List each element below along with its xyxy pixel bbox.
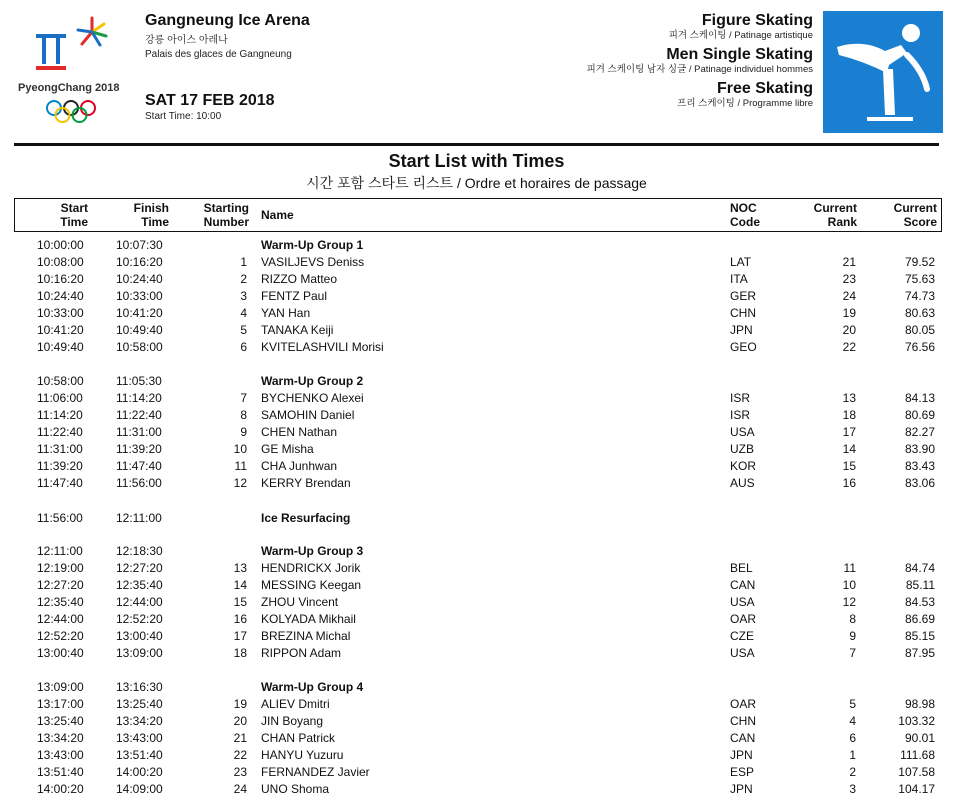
cell-name: Warm-Up Group 4 bbox=[261, 680, 364, 694]
cell-rank: 6 bbox=[849, 731, 856, 745]
col-current-score: Current Score bbox=[893, 201, 937, 229]
cell-start: 12:52:20 bbox=[37, 629, 84, 643]
cell-score: 103.32 bbox=[898, 714, 935, 728]
cell-start: 13:17:00 bbox=[37, 697, 84, 711]
cell-no: 21 bbox=[233, 731, 247, 745]
cell-start: 11:06:00 bbox=[37, 391, 83, 405]
cell-score: 85.15 bbox=[904, 629, 935, 643]
table-row bbox=[0, 441, 953, 458]
cell-score: 90.01 bbox=[904, 731, 935, 745]
cell-score: 84.13 bbox=[904, 391, 935, 405]
cell-score: 98.98 bbox=[904, 697, 935, 711]
cell-name: ALIEV Dmitri bbox=[261, 697, 330, 711]
cell-finish: 12:44:00 bbox=[116, 595, 163, 609]
group-row bbox=[0, 679, 953, 696]
cell-finish: 14:00:20 bbox=[116, 765, 163, 779]
col-name: Name bbox=[261, 208, 294, 222]
cell-name: CHAN Patrick bbox=[261, 731, 336, 745]
cell-start: 11:56:00 bbox=[37, 511, 83, 525]
cell-rank: 15 bbox=[842, 459, 856, 473]
cell-finish: 11:39:20 bbox=[116, 442, 162, 456]
cell-finish: 12:52:20 bbox=[116, 612, 163, 626]
cell-start: 11:39:20 bbox=[37, 459, 83, 473]
cell-start: 12:35:40 bbox=[37, 595, 84, 609]
cell-no: 3 bbox=[240, 289, 247, 303]
cell-start: 10:33:00 bbox=[37, 306, 84, 320]
cell-no: 2 bbox=[240, 272, 247, 286]
cell-rank: 2 bbox=[849, 765, 856, 779]
cell-no: 18 bbox=[233, 646, 247, 660]
cell-start: 13:25:40 bbox=[37, 714, 84, 728]
cell-finish: 13:34:20 bbox=[116, 714, 163, 728]
cell-score: 87.95 bbox=[904, 646, 935, 660]
cell-score: 86.69 bbox=[904, 612, 935, 626]
cell-start: 14:00:20 bbox=[37, 782, 84, 796]
venue-name-ko: 강릉 아이스 아레나 bbox=[145, 35, 228, 46]
cell-start: 10:49:40 bbox=[37, 340, 84, 354]
cell-no: 4 bbox=[240, 306, 247, 320]
segment-sub: 프리 스케이팅 / Programme libre bbox=[677, 98, 813, 109]
cell-noc: OAR bbox=[730, 697, 757, 711]
cell-noc: CAN bbox=[730, 731, 756, 745]
cell-noc: JPN bbox=[730, 782, 753, 796]
cell-noc: USA bbox=[730, 646, 755, 660]
cell-rank: 20 bbox=[842, 323, 856, 337]
cell-rank: 19 bbox=[842, 306, 856, 320]
cell-rank: 7 bbox=[849, 646, 856, 660]
cell-rank: 16 bbox=[842, 476, 856, 490]
cell-name: RIPPON Adam bbox=[261, 646, 342, 660]
cell-name: UNO Shoma bbox=[261, 782, 330, 796]
table-row bbox=[0, 730, 953, 747]
cell-score: 111.68 bbox=[900, 748, 935, 762]
cell-finish: 11:14:20 bbox=[116, 391, 162, 405]
event-sub: 피겨 스케이팅 남자 싱글 / Patinage individuel hommes bbox=[586, 64, 813, 75]
cell-no: 22 bbox=[233, 748, 247, 762]
cell-no: 20 bbox=[233, 714, 247, 728]
cell-start: 11:47:40 bbox=[37, 476, 83, 490]
table-row bbox=[0, 305, 953, 322]
cell-no: 8 bbox=[240, 408, 247, 422]
cell-rank: 10 bbox=[842, 578, 856, 592]
cell-finish: 14:09:00 bbox=[116, 782, 163, 796]
cell-rank: 13 bbox=[842, 391, 856, 405]
cell-no: 19 bbox=[233, 697, 247, 711]
cell-noc: LAT bbox=[730, 255, 752, 269]
cell-name: CHEN Nathan bbox=[261, 425, 338, 439]
cell-start: 10:41:20 bbox=[37, 323, 84, 337]
cell-noc: CHN bbox=[730, 306, 756, 320]
table-row bbox=[0, 594, 953, 611]
cell-finish: 11:56:00 bbox=[116, 476, 162, 490]
cell-name: FERNANDEZ Javier bbox=[261, 765, 370, 779]
table-row bbox=[0, 339, 953, 356]
cell-score: 83.90 bbox=[904, 442, 935, 456]
table-row bbox=[0, 628, 953, 645]
event-date: SAT 17 FEB 2018 bbox=[145, 92, 275, 109]
cell-start: 11:22:40 bbox=[37, 425, 83, 439]
cell-name: CHA Junhwan bbox=[261, 459, 338, 473]
cell-name: FENTZ Paul bbox=[261, 289, 328, 303]
cell-rank: 8 bbox=[849, 612, 856, 626]
cell-name: Warm-Up Group 1 bbox=[261, 238, 364, 252]
cell-rank: 1 bbox=[849, 748, 856, 762]
cell-rank: 11 bbox=[843, 561, 856, 575]
event-name: Men Single Skating bbox=[666, 46, 813, 63]
table-row bbox=[0, 696, 953, 713]
group-row bbox=[0, 237, 953, 254]
cell-noc: OAR bbox=[730, 612, 757, 626]
cell-noc: AUS bbox=[730, 476, 755, 490]
table-row bbox=[0, 645, 953, 662]
cell-rank: 21 bbox=[842, 255, 856, 269]
table-row bbox=[0, 713, 953, 730]
col-finish-time: Finish Time bbox=[133, 201, 169, 229]
cell-start: 11:14:20 bbox=[37, 408, 83, 422]
table-row bbox=[0, 390, 953, 407]
cell-noc: USA bbox=[730, 425, 755, 439]
cell-finish: 12:35:40 bbox=[116, 578, 163, 592]
discipline: Figure Skating bbox=[701, 12, 813, 29]
cell-no: 13 bbox=[233, 561, 247, 575]
cell-finish: 13:51:40 bbox=[116, 748, 163, 762]
cell-no: 16 bbox=[233, 612, 247, 626]
cell-rank: 17 bbox=[842, 425, 856, 439]
cell-noc: UZB bbox=[730, 442, 754, 456]
cell-score: 76.56 bbox=[904, 340, 935, 354]
cell-finish: 13:25:40 bbox=[116, 697, 163, 711]
table-row bbox=[0, 577, 953, 594]
cell-noc: USA bbox=[730, 595, 755, 609]
cell-name: KERRY Brendan bbox=[261, 476, 351, 490]
cell-no: 9 bbox=[240, 425, 247, 439]
cell-score: 85.11 bbox=[905, 578, 935, 592]
table-row bbox=[0, 407, 953, 424]
col-noc-code: NOC Code bbox=[730, 201, 760, 229]
logo-text: PyeongChang 2018 bbox=[18, 82, 120, 94]
col-start-time: Start Time bbox=[60, 201, 88, 229]
cell-start: 10:58:00 bbox=[37, 374, 84, 388]
cell-noc: ISR bbox=[730, 391, 751, 405]
cell-finish: 10:41:20 bbox=[116, 306, 163, 320]
cell-start: 13:51:40 bbox=[37, 765, 84, 779]
table-row bbox=[0, 611, 953, 628]
cell-no: 1 bbox=[240, 255, 247, 269]
table-row bbox=[0, 322, 953, 339]
cell-name: ZHOU Vincent bbox=[261, 595, 339, 609]
cell-score: 83.43 bbox=[904, 459, 935, 473]
table-row bbox=[0, 764, 953, 781]
cell-start: 13:00:40 bbox=[37, 646, 84, 660]
cell-finish: 11:22:40 bbox=[116, 408, 162, 422]
cell-no: 5 bbox=[240, 323, 247, 337]
cell-start: 12:19:00 bbox=[37, 561, 84, 575]
cell-finish: 10:07:30 bbox=[116, 238, 163, 252]
cell-name: HENDRICKX Jorik bbox=[261, 561, 361, 575]
group-row bbox=[0, 543, 953, 560]
cell-name: TANAKA Keiji bbox=[261, 323, 334, 337]
cell-rank: 3 bbox=[849, 782, 856, 796]
cell-score: 107.58 bbox=[898, 765, 935, 779]
cell-start: 12:44:00 bbox=[37, 612, 84, 626]
cell-name: BYCHENKO Alexei bbox=[261, 391, 364, 405]
table-row bbox=[0, 458, 953, 475]
cell-rank: 22 bbox=[842, 340, 856, 354]
cell-score: 80.05 bbox=[904, 323, 935, 337]
venue-name: Gangneung Ice Arena bbox=[145, 12, 310, 29]
cell-rank: 5 bbox=[849, 697, 856, 711]
table-row bbox=[0, 475, 953, 492]
cell-rank: 14 bbox=[842, 442, 856, 456]
cell-start: 10:16:20 bbox=[37, 272, 84, 286]
cell-name: KVITELASHVILI Morisi bbox=[261, 340, 384, 354]
cell-rank: 18 bbox=[842, 408, 856, 422]
cell-name: MESSING Keegan bbox=[261, 578, 362, 592]
cell-finish: 11:47:40 bbox=[116, 459, 162, 473]
cell-noc: ISR bbox=[730, 408, 751, 422]
cell-score: 84.53 bbox=[904, 595, 935, 609]
cell-noc: KOR bbox=[730, 459, 757, 473]
cell-start: 10:24:40 bbox=[37, 289, 84, 303]
cell-score: 79.52 bbox=[904, 255, 935, 269]
cell-finish: 11:31:00 bbox=[116, 425, 162, 439]
cell-start: 13:43:00 bbox=[37, 748, 84, 762]
cell-name: YAN Han bbox=[261, 306, 311, 320]
table-row bbox=[0, 560, 953, 577]
cell-noc: JPN bbox=[730, 323, 753, 337]
cell-finish: 13:09:00 bbox=[116, 646, 163, 660]
cell-finish: 10:24:40 bbox=[116, 272, 163, 286]
cell-finish: 12:11:00 bbox=[116, 511, 162, 525]
cell-noc: JPN bbox=[730, 748, 753, 762]
cell-name: RIZZO Matteo bbox=[261, 272, 338, 286]
cell-noc: BEL bbox=[730, 561, 753, 575]
cell-finish: 12:27:20 bbox=[116, 561, 163, 575]
cell-score: 84.74 bbox=[904, 561, 935, 575]
cell-no: 10 bbox=[233, 442, 247, 456]
table-row bbox=[0, 254, 953, 271]
cell-finish: 11:05:30 bbox=[116, 374, 162, 388]
cell-rank: 4 bbox=[849, 714, 856, 728]
cell-finish: 12:18:30 bbox=[116, 544, 163, 558]
cell-score: 80.69 bbox=[904, 408, 935, 422]
segment-name: Free Skating bbox=[716, 80, 813, 97]
cell-finish: 10:33:00 bbox=[116, 289, 163, 303]
cell-finish: 10:49:40 bbox=[116, 323, 163, 337]
title-main: Start List with Times bbox=[388, 151, 565, 171]
cell-no: 7 bbox=[240, 391, 247, 405]
cell-rank: 9 bbox=[849, 629, 856, 643]
cell-score: 80.63 bbox=[904, 306, 935, 320]
cell-score: 83.06 bbox=[904, 476, 935, 490]
table-row bbox=[0, 424, 953, 441]
start-time: Start Time: 10:00 bbox=[145, 111, 222, 122]
cell-no: 12 bbox=[233, 476, 247, 490]
venue-name-fr: Palais des glaces de Gangneung bbox=[145, 49, 292, 60]
cell-finish: 13:16:30 bbox=[116, 680, 163, 694]
cell-finish: 13:43:00 bbox=[116, 731, 163, 745]
cell-start: 12:27:20 bbox=[37, 578, 84, 592]
group-row bbox=[0, 373, 953, 390]
cell-no: 15 bbox=[233, 595, 247, 609]
cell-start: 13:34:20 bbox=[37, 731, 84, 745]
cell-name: JIN Boyang bbox=[261, 714, 324, 728]
cell-name: BREZINA Michal bbox=[261, 629, 351, 643]
cell-finish: 10:58:00 bbox=[116, 340, 163, 354]
cell-start: 10:00:00 bbox=[37, 238, 84, 252]
cell-rank: 12 bbox=[842, 595, 856, 609]
col-starting-number: Starting Number bbox=[203, 201, 249, 229]
cell-start: 11:31:00 bbox=[37, 442, 83, 456]
cell-no: 6 bbox=[240, 340, 247, 354]
cell-no: 24 bbox=[233, 782, 247, 796]
cell-name: Warm-Up Group 2 bbox=[261, 374, 364, 388]
cell-rank: 24 bbox=[842, 289, 856, 303]
cell-finish: 13:00:40 bbox=[116, 629, 163, 643]
cell-name: Warm-Up Group 3 bbox=[261, 544, 364, 558]
cell-noc: GEO bbox=[730, 340, 757, 354]
cell-finish: 10:16:20 bbox=[116, 255, 163, 269]
discipline-sub: 피겨 스케이팅 / Patinage artistique bbox=[668, 30, 813, 41]
cell-start: 10:08:00 bbox=[37, 255, 84, 269]
cell-noc: GER bbox=[730, 289, 757, 303]
cell-start: 13:09:00 bbox=[37, 680, 84, 694]
col-current-rank: Current Rank bbox=[813, 201, 857, 229]
cell-start: 12:11:00 bbox=[37, 544, 83, 558]
cell-name: SAMOHIN Daniel bbox=[261, 408, 355, 422]
cell-score: 82.27 bbox=[904, 425, 935, 439]
cell-score: 75.63 bbox=[904, 272, 935, 286]
title-sub: 시간 포함 스타트 리스트 / Ordre et horaires de passage bbox=[306, 175, 647, 191]
cell-score: 104.17 bbox=[898, 782, 935, 796]
group-row bbox=[0, 510, 953, 527]
table-row bbox=[0, 271, 953, 288]
cell-name: KOLYADA Mikhail bbox=[261, 612, 356, 626]
cell-no: 11 bbox=[234, 459, 247, 473]
cell-noc: CZE bbox=[730, 629, 754, 643]
table-row bbox=[0, 781, 953, 798]
cell-no: 17 bbox=[233, 629, 247, 643]
cell-name: Ice Resurfacing bbox=[261, 511, 351, 525]
table-row bbox=[0, 288, 953, 305]
cell-score: 74.73 bbox=[904, 289, 935, 303]
cell-no: 14 bbox=[233, 578, 247, 592]
cell-rank: 23 bbox=[842, 272, 856, 286]
cell-noc: ITA bbox=[730, 272, 748, 286]
cell-name: GE Misha bbox=[261, 442, 314, 456]
cell-name: VASILJEVS Deniss bbox=[261, 255, 365, 269]
cell-noc: CHN bbox=[730, 714, 756, 728]
cell-no: 23 bbox=[233, 765, 247, 779]
cell-noc: ESP bbox=[730, 765, 755, 779]
cell-noc: CAN bbox=[730, 578, 756, 592]
cell-name: HANYU Yuzuru bbox=[261, 748, 344, 762]
table-row bbox=[0, 747, 953, 764]
